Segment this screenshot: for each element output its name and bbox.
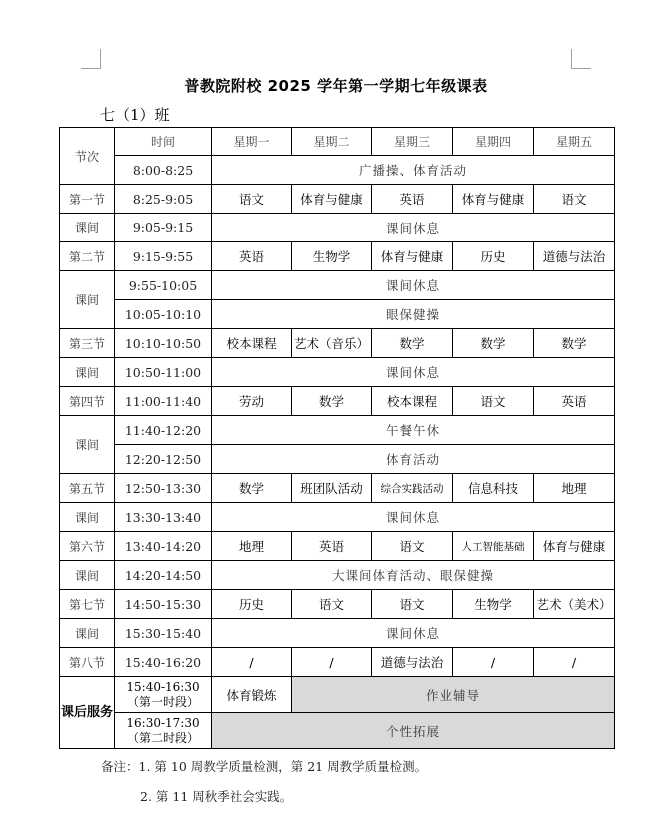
subject-cell: 地理 — [534, 474, 615, 503]
day-header: 星期二 — [292, 128, 372, 156]
subject-cell: 艺术（美术） — [534, 590, 615, 619]
subject-cell: 体育与健康 — [292, 185, 372, 214]
period-label: 第七节 — [60, 590, 115, 619]
subject-cell: 数学 — [292, 387, 372, 416]
break-label: 课间 — [60, 619, 115, 648]
day-header: 星期五 — [534, 128, 615, 156]
time-cell: 9:15-9:55 — [115, 242, 212, 271]
period-label: 第二节 — [60, 242, 115, 271]
activity-cell: 课间休息 — [212, 619, 615, 648]
subject-cell: 语文 — [372, 532, 453, 561]
after-school-row — [60, 677, 615, 713]
time-cell: 8:00-8:25 — [115, 156, 212, 185]
slot-1-note: （第一时段） — [126, 694, 199, 709]
schedule-table — [59, 127, 615, 749]
subject-cell: 语文 — [292, 590, 372, 619]
after-school-row — [60, 713, 615, 749]
break-label: 课间 — [60, 503, 115, 532]
day-header: 星期四 — [453, 128, 534, 156]
time-cell: 15:40-16:20 — [115, 648, 212, 677]
activity-cell: 课间休息 — [212, 503, 615, 532]
table-row — [60, 503, 615, 532]
slot-1-time: 15:40-16:30 — [126, 679, 200, 694]
period-label: 第三节 — [60, 329, 115, 358]
subject-cell: 道德与法治 — [534, 242, 615, 271]
subject-cell: 英语 — [292, 532, 372, 561]
day-header: 星期一 — [212, 128, 292, 156]
table-row — [60, 329, 615, 358]
time-cell: 11:40-12:20 — [115, 416, 212, 445]
period-label: 第五节 — [60, 474, 115, 503]
subject-cell: 数学 — [212, 474, 292, 503]
activity-cell: 午餐午休 — [212, 416, 615, 445]
note-line-2: 2. 第 11 周秋季社会实践。 — [140, 789, 293, 804]
subject-cell: 生物学 — [292, 242, 372, 271]
time-cell: 10:05-10:10 — [115, 300, 212, 329]
header-row — [60, 128, 615, 156]
after-school-label: 课后服务 — [60, 677, 115, 749]
activity-cell: 课间休息 — [212, 271, 615, 300]
time-cell: 9:05-9:15 — [115, 214, 212, 242]
table-row — [60, 185, 615, 214]
table-row — [60, 214, 615, 242]
subject-cell: / — [534, 648, 615, 677]
personal-development-cell: 个性拓展 — [212, 713, 615, 749]
table-row — [60, 387, 615, 416]
subject-cell: 体育与健康 — [453, 185, 534, 214]
period-label: 第一节 — [60, 185, 115, 214]
time-cell: 13:30-13:40 — [115, 503, 212, 532]
subject-cell: 数学 — [372, 329, 453, 358]
break-label: 课间 — [60, 561, 115, 590]
class-name: 七（1）班 — [100, 106, 170, 124]
time-cell: 10:10-10:50 — [115, 329, 212, 358]
subject-cell: 信息科技 — [453, 474, 534, 503]
time-cell: 9:55-10:05 — [115, 271, 212, 300]
subject-cell: 综合实践活动 — [372, 474, 453, 503]
subject-cell: 数学 — [534, 329, 615, 358]
break-label: 课间 — [60, 214, 115, 242]
subject-cell: 历史 — [453, 242, 534, 271]
after-school-slot-2 — [115, 713, 212, 749]
table-row — [60, 358, 615, 387]
time-cell: 15:30-15:40 — [115, 619, 212, 648]
activity-cell: 体育活动 — [212, 445, 615, 474]
time-header: 时间 — [115, 128, 212, 156]
document-title: 普教院附校 2025 学年第一学期七年级课表 — [184, 77, 488, 95]
subject-cell: 劳动 — [212, 387, 292, 416]
time-cell: 8:25-9:05 — [115, 185, 212, 214]
activity-cell: 课间休息 — [212, 214, 615, 242]
subject-cell: / — [212, 648, 292, 677]
subject-cell: 英语 — [372, 185, 453, 214]
subject-cell: 道德与法治 — [372, 648, 453, 677]
time-cell: 14:50-15:30 — [115, 590, 212, 619]
table-row — [60, 561, 615, 590]
break-label: 课间 — [60, 358, 115, 387]
table-row — [60, 271, 615, 300]
subject-cell: / — [292, 648, 372, 677]
subject-cell: 生物学 — [453, 590, 534, 619]
subject-cell: 地理 — [212, 532, 292, 561]
table-row — [60, 648, 615, 677]
time-cell: 11:00-11:40 — [115, 387, 212, 416]
subject-cell: 语文 — [372, 590, 453, 619]
table-row — [60, 445, 615, 474]
subject-cell: 校本课程 — [372, 387, 453, 416]
subject-cell: 语文 — [534, 185, 615, 214]
subject-cell: 体育与健康 — [372, 242, 453, 271]
subject-cell: 语文 — [212, 185, 292, 214]
period-label: 第六节 — [60, 532, 115, 561]
time-cell: 14:20-14:50 — [115, 561, 212, 590]
subject-cell: 体育与健康 — [534, 532, 615, 561]
day-header: 星期三 — [372, 128, 453, 156]
break-label: 课间 — [60, 416, 115, 474]
time-cell: 12:20-12:50 — [115, 445, 212, 474]
time-cell: 10:50-11:00 — [115, 358, 212, 387]
activity-cell: 广播操、体育活动 — [212, 156, 615, 185]
time-cell: 13:40-14:20 — [115, 532, 212, 561]
subject-cell: 校本课程 — [212, 329, 292, 358]
activity-cell: 课间休息 — [212, 358, 615, 387]
after-school-slot-1 — [115, 677, 212, 713]
homework-cell: 作业辅导 — [292, 677, 615, 713]
table-row — [60, 416, 615, 445]
subject-cell: 班团队活动 — [292, 474, 372, 503]
slot-2-time: 16:30-17:30 — [126, 715, 200, 730]
table-row — [60, 300, 615, 329]
subject-cell: 数学 — [453, 329, 534, 358]
time-cell: 12:50-13:30 — [115, 474, 212, 503]
activity-cell: 眼保健操 — [212, 300, 615, 329]
subject-cell: 英语 — [534, 387, 615, 416]
activity-cell: 大课间体育活动、眼保健操 — [212, 561, 615, 590]
subject-cell: 艺术（音乐） — [292, 329, 372, 358]
subject-cell: 英语 — [212, 242, 292, 271]
exercise-cell: 体育锻炼 — [212, 677, 292, 713]
subject-cell: / — [453, 648, 534, 677]
subject-cell: 历史 — [212, 590, 292, 619]
subject-cell: 人工智能基础 — [453, 532, 534, 561]
note-line-1: 备注：1. 第 10 周教学质量检测，第 21 周教学质量检测。 — [101, 759, 428, 774]
break-label: 课间 — [60, 271, 115, 329]
slot-2-note: （第二时段） — [126, 730, 199, 745]
table-row — [60, 590, 615, 619]
table-row — [60, 474, 615, 503]
period-label: 第四节 — [60, 387, 115, 416]
table-row — [60, 532, 615, 561]
table-row — [60, 156, 615, 185]
period-label: 第八节 — [60, 648, 115, 677]
table-row — [60, 242, 615, 271]
period-header: 节次 — [60, 128, 115, 185]
subject-cell: 语文 — [453, 387, 534, 416]
table-row — [60, 619, 615, 648]
